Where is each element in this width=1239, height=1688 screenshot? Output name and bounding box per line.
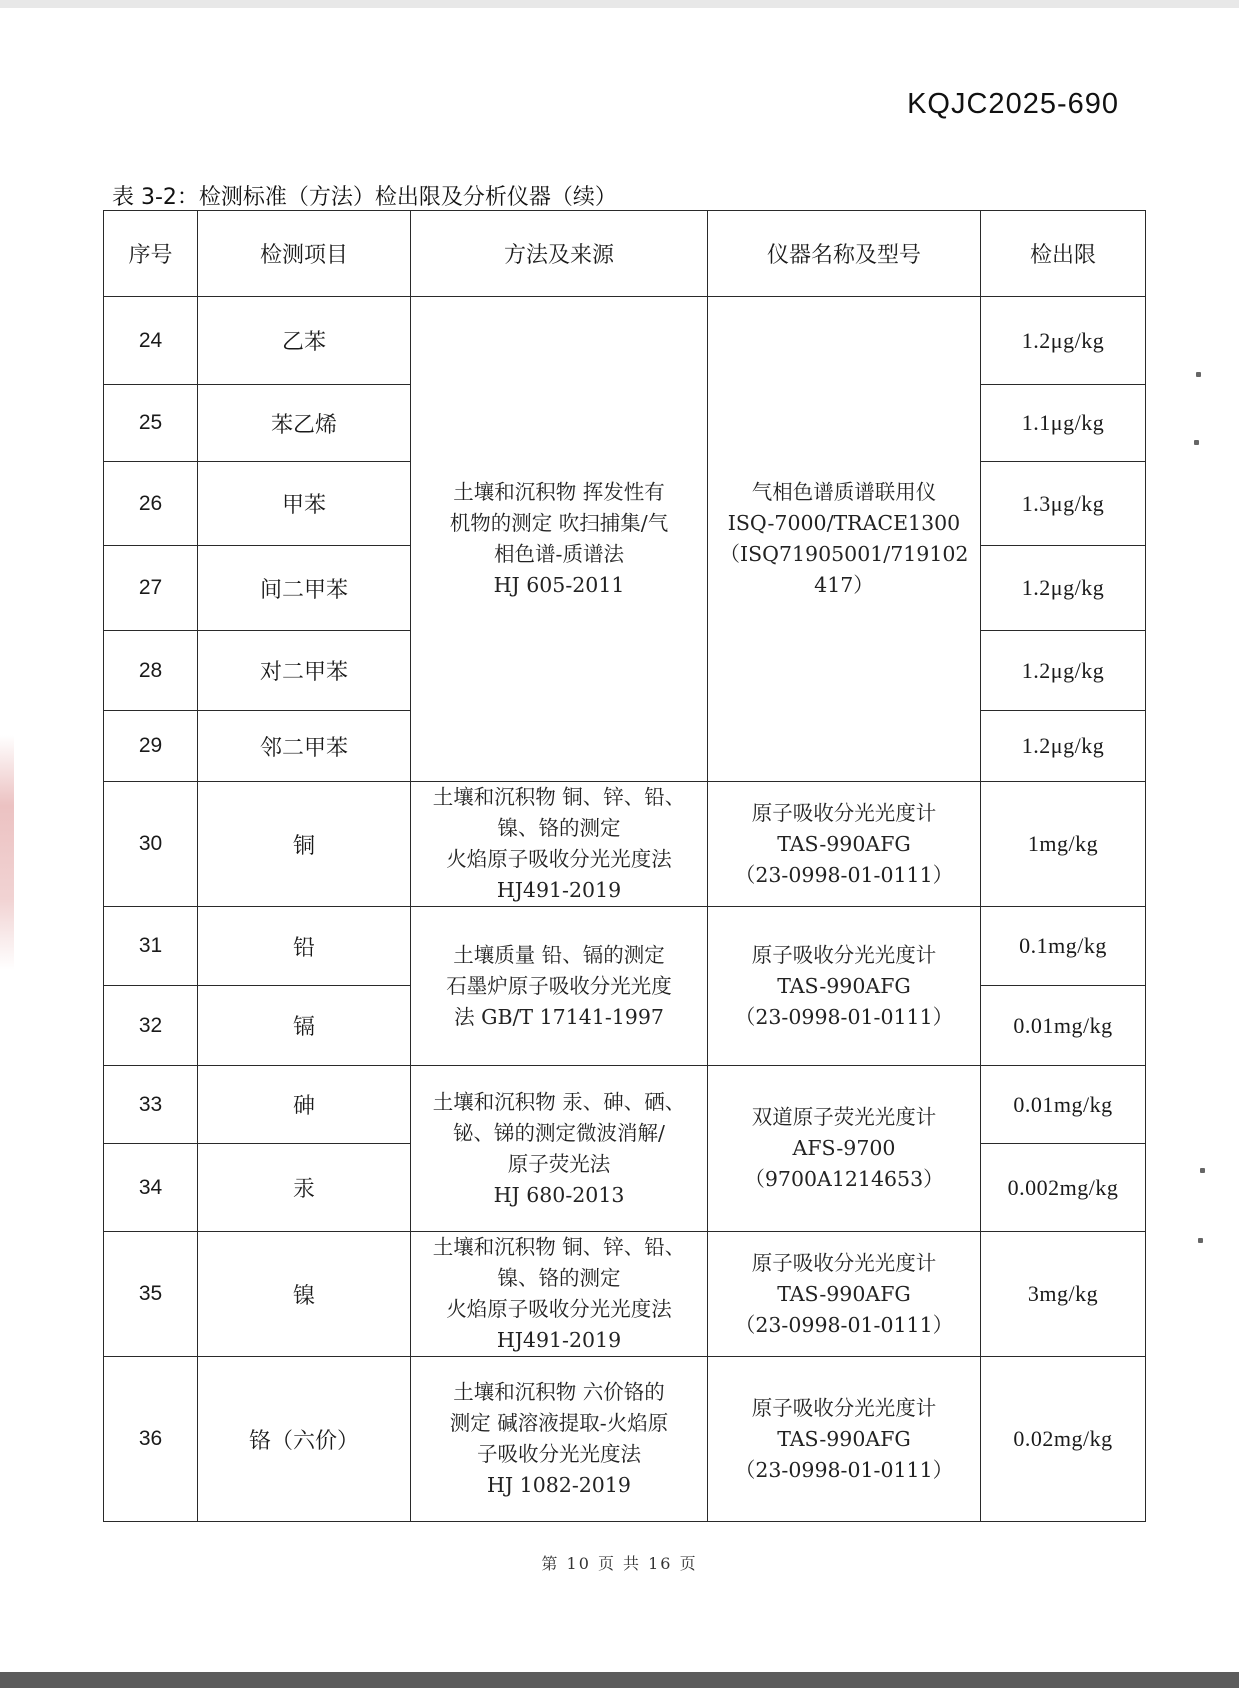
header-method: 方法及来源	[411, 211, 708, 297]
method-line: HJ 605-2011	[493, 573, 625, 597]
header-item: 检测项目	[198, 211, 411, 297]
method-line: 子吸收分光光度法	[477, 1442, 641, 1466]
row-item: 汞	[198, 1144, 411, 1232]
instrument-line: 417）	[814, 573, 874, 597]
method-cell-copper	[411, 782, 708, 907]
method-line: HJ 1082-2019	[487, 1473, 631, 1497]
row-limit: 0.002mg/kg	[981, 1144, 1146, 1232]
method-line: 机物的测定 吹扫捕集/气	[449, 511, 669, 535]
method-line: 测定 碱溶液提取-火焰原	[449, 1411, 669, 1435]
method-line: 原子荧光法	[507, 1151, 611, 1176]
method-line: HJ491-2019	[496, 878, 622, 902]
row-item: 邻二甲苯	[198, 711, 411, 782]
method-line: 火焰原子吸收分光光度法	[446, 847, 672, 871]
row-item: 甲苯	[198, 462, 411, 546]
method-line: 土壤和沉积物 铜、锌、铅、	[432, 1235, 686, 1259]
instrument-line: 原子吸收分光光度计	[751, 800, 937, 825]
instrument-cell-voc	[708, 297, 981, 782]
seal-stamp-edge	[0, 735, 14, 970]
row-index: 34	[104, 1144, 198, 1232]
method-line: 相色谱-质谱法	[494, 542, 624, 566]
instrument-line: TAS-990AFG	[777, 831, 911, 856]
row-limit: 0.01mg/kg	[981, 1066, 1146, 1144]
table-row	[104, 907, 1146, 986]
instrument-line: TAS-990AFG	[777, 973, 911, 998]
row-item: 铬（六价）	[198, 1357, 411, 1522]
detection-standards-table	[103, 210, 1146, 1522]
instrument-line: （23-0998-01-0111）	[734, 862, 954, 887]
row-index: 33	[104, 1066, 198, 1144]
row-index: 28	[104, 631, 198, 711]
instrument-line: （23-0998-01-0111）	[734, 1004, 954, 1029]
instrument-cell-copper	[708, 782, 981, 907]
row-limit: 1.2μg/kg	[981, 631, 1146, 711]
row-limit: 1.2μg/kg	[981, 546, 1146, 631]
row-index: 27	[104, 546, 198, 631]
scan-bottom-edge	[0, 1672, 1239, 1688]
row-index: 24	[104, 297, 198, 385]
method-cell-voc	[411, 297, 708, 782]
row-item: 砷	[198, 1066, 411, 1144]
method-line: 镍、铬的测定	[497, 816, 621, 840]
row-index: 26	[104, 462, 198, 546]
report-number: KQJC2025-690	[907, 88, 1119, 120]
page-footer: 第 10 页 共 16 页	[541, 1554, 698, 1573]
instrument-line: 气相色谱质谱联用仪	[751, 480, 937, 504]
row-index: 31	[104, 907, 198, 986]
method-line: 法 GB/T 17141-1997	[454, 1004, 664, 1029]
row-item: 苯乙烯	[198, 385, 411, 462]
method-line: HJ491-2019	[496, 1328, 622, 1352]
method-cell-arsenic-mercury	[411, 1066, 708, 1232]
table-row	[104, 297, 1146, 385]
row-limit: 0.02mg/kg	[981, 1357, 1146, 1522]
instrument-line: AFS-9700	[792, 1136, 896, 1160]
row-limit: 0.01mg/kg	[981, 986, 1146, 1066]
instrument-line: 原子吸收分光光度计	[751, 942, 937, 967]
row-limit: 1.3μg/kg	[981, 462, 1146, 546]
row-index: 29	[104, 711, 198, 782]
row-limit: 0.1mg/kg	[981, 907, 1146, 986]
row-limit: 1mg/kg	[981, 782, 1146, 907]
row-index: 35	[104, 1232, 198, 1357]
row-item: 铅	[198, 907, 411, 986]
instrument-line: （9700A1214653）	[744, 1167, 944, 1191]
row-item: 乙苯	[198, 297, 411, 385]
instrument-cell-arsenic-mercury	[708, 1066, 981, 1232]
table-row	[104, 782, 1146, 907]
row-index: 25	[104, 385, 198, 462]
scan-speck	[1200, 1168, 1205, 1173]
scan-top-edge	[0, 0, 1239, 8]
row-limit: 1.2μg/kg	[981, 297, 1146, 385]
method-line: 火焰原子吸收分光光度法	[446, 1297, 672, 1321]
instrument-line: TAS-990AFG	[777, 1426, 911, 1451]
row-index: 32	[104, 986, 198, 1066]
instrument-cell-lead-cadmium	[708, 907, 981, 1066]
scan-speck	[1196, 372, 1201, 377]
instrument-line: TAS-990AFG	[777, 1281, 911, 1306]
row-item: 镍	[198, 1232, 411, 1357]
method-line: 土壤和沉积物 铜、锌、铅、	[432, 785, 686, 809]
scan-speck	[1194, 440, 1199, 445]
instrument-cell-chromium	[708, 1357, 981, 1522]
scan-speck	[1198, 1238, 1203, 1243]
method-line: 镍、铬的测定	[497, 1266, 621, 1290]
method-line: HJ 680-2013	[493, 1182, 625, 1207]
method-cell-nickel	[411, 1232, 708, 1357]
row-item: 镉	[198, 986, 411, 1066]
header-limit: 检出限	[981, 211, 1146, 297]
table-header-row	[104, 211, 1146, 297]
row-item: 间二甲苯	[198, 546, 411, 631]
header-index: 序号	[104, 211, 198, 297]
method-cell-lead-cadmium	[411, 907, 708, 1066]
table-row	[104, 1357, 1146, 1522]
method-line: 土壤和沉积物 挥发性有	[453, 480, 665, 504]
row-item: 对二甲苯	[198, 631, 411, 711]
row-limit: 1.2μg/kg	[981, 711, 1146, 782]
header-instrument: 仪器名称及型号	[708, 211, 981, 297]
instrument-line: 双道原子荧光光度计	[751, 1105, 937, 1129]
method-line: 石墨炉原子吸收分光光度	[446, 973, 672, 998]
instrument-line: （ISQ71905001/719102	[719, 542, 969, 566]
row-limit: 1.1μg/kg	[981, 385, 1146, 462]
method-line: 土壤和沉积物 六价铬的	[453, 1380, 665, 1404]
table-caption: 表 3-2：检测标准（方法）检出限及分析仪器（续）	[112, 185, 617, 210]
instrument-line: 原子吸收分光光度计	[751, 1395, 937, 1420]
row-item: 铜	[198, 782, 411, 907]
instrument-line: （23-0998-01-0111）	[734, 1457, 954, 1482]
row-index: 30	[104, 782, 198, 907]
instrument-line: ISQ-7000/TRACE1300	[727, 511, 961, 535]
row-index: 36	[104, 1357, 198, 1522]
method-line: 土壤和沉积物 汞、砷、硒、	[432, 1089, 686, 1114]
row-limit: 3mg/kg	[981, 1232, 1146, 1357]
method-line: 土壤质量 铅、镉的测定	[453, 942, 665, 967]
instrument-line: 原子吸收分光光度计	[751, 1250, 937, 1275]
table-row	[104, 1066, 1146, 1144]
instrument-cell-nickel	[708, 1232, 981, 1357]
instrument-line: （23-0998-01-0111）	[734, 1312, 954, 1337]
method-line: 铋、锑的测定微波消解/	[453, 1120, 665, 1145]
method-cell-chromium	[411, 1357, 708, 1522]
table-row	[104, 1232, 1146, 1357]
